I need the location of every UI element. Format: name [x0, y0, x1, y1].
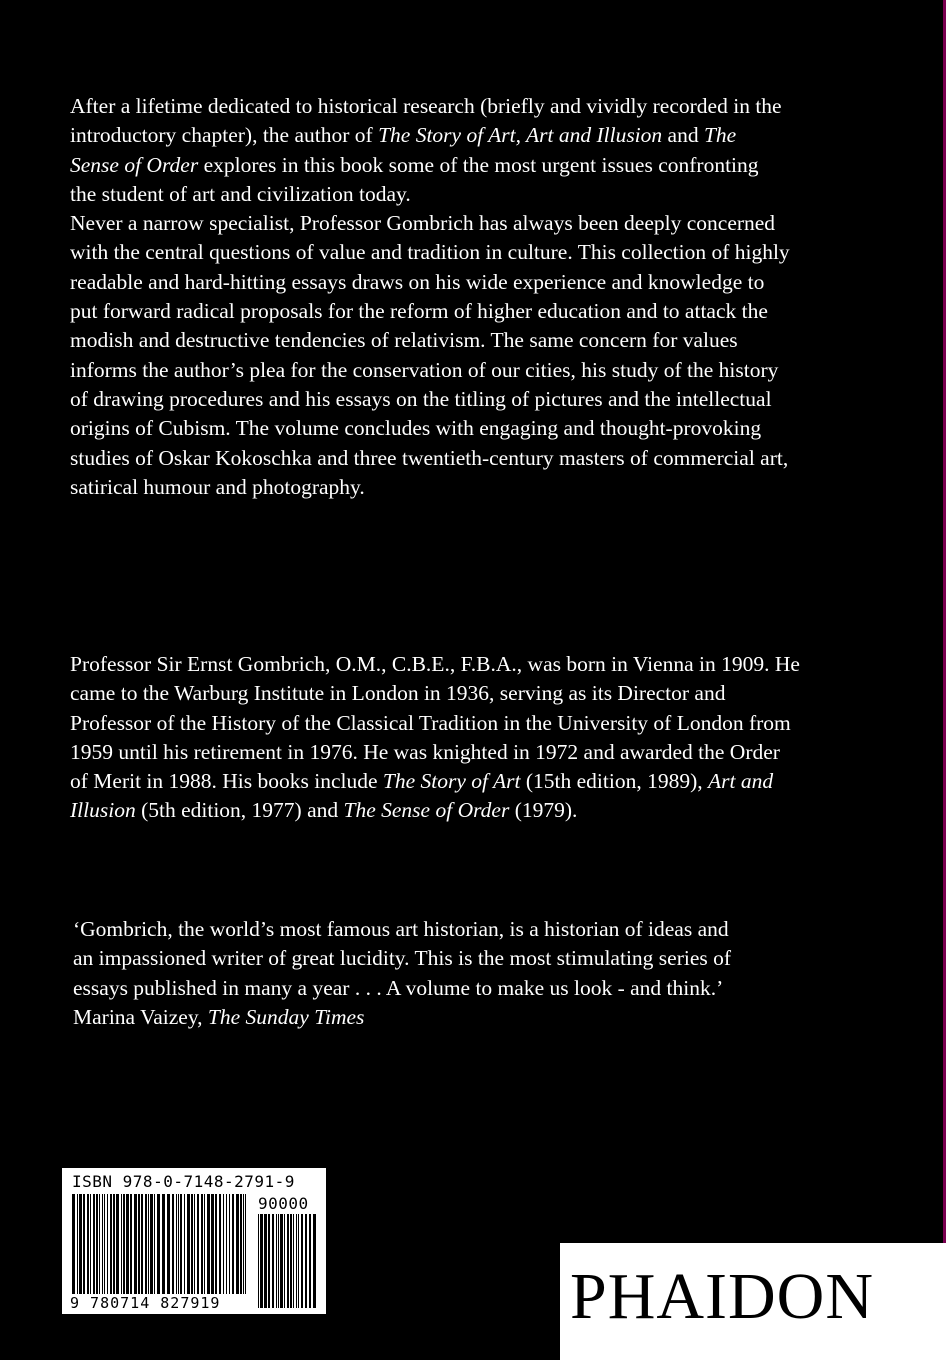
barcode-bars	[72, 1194, 247, 1294]
book-title: The Sense of Order	[70, 123, 737, 177]
quote-attribution	[73, 1003, 753, 1032]
blurb-text: After a lifetime dedicated to historical research (briefly and vividly recorded in the introductory chapter), the author of	[70, 94, 782, 148]
book-title: The Sense of Order	[343, 798, 510, 823]
publisher-logo	[560, 1243, 946, 1360]
publisher-name: PHAIDON	[570, 1260, 874, 1333]
review-quote	[73, 915, 753, 1032]
quote-author: Marina Vaizey,	[73, 1004, 208, 1029]
bio-text: (1979).	[509, 798, 578, 823]
blurb-paragraph-1	[70, 92, 790, 209]
bio-paragraph	[70, 650, 800, 826]
addon-bars	[258, 1214, 316, 1308]
book-title: Art and Illusion	[70, 769, 774, 823]
book-title: The Story of Art, Art and Illusion	[378, 123, 663, 148]
isbn-barcode	[62, 1168, 326, 1314]
ean-number: 9 780714 827919	[70, 1294, 221, 1312]
quote-source: The Sunday Times	[207, 1004, 365, 1029]
quote-text: ‘Gombrich, the world’s most famous art historian, is a historian of ideas and an impassioned writer of great lucidity. This is the most stimulating series of essays published in many a year . . . A volume to make us look - and think.’	[73, 917, 732, 1000]
blurb-text: and	[662, 123, 704, 148]
book-title: The Story of Art	[382, 769, 521, 794]
blurb-text: explores in this book some of the most urgent issues confronting the student of art and civilization today.	[70, 152, 759, 206]
price-addon-number: 90000	[258, 1194, 309, 1213]
bio-text: (15th edition, 1989),	[520, 769, 709, 794]
isbn-number: ISBN 978-0-7148-2791-9	[72, 1172, 295, 1191]
bio-text: (5th edition, 1977) and	[135, 798, 344, 823]
blurb-paragraph-2: Never a narrow specialist, Professor Gombrich has always been deeply concerned with the central questions of value and tradition in culture. This collection of highly readable and hard-hitting essays draws on his wide experience and knowledge to put forward radical proposals for the reform of higher education and to attack the modish and destructive tendencies of relativism. The same concern for values informs the author’s plea for the conservation of our cities, his study of the history of drawing procedures and his essays on the titling of pictures and the intellectual origins of Cubism. The volume concludes with engaging and thought-provoking studies of Oskar Kokoschka and three twentieth-century masters of commercial art, satirical humour and photography.	[70, 211, 790, 499]
blurb	[70, 92, 790, 502]
bio-text: Professor Sir Ernst Gombrich, O.M., C.B.E., F.B.A., was born in Vienna in 1909. He came to the Warburg Institute in London in 1936, serving as its Director and Professor of the History of the Classical Tradition in the University of London from 1959 until his retirement in 1976. He was knighted in 1972 and awarded the Order of Merit in 1988. His books include	[70, 652, 800, 794]
author-bio	[70, 650, 800, 826]
